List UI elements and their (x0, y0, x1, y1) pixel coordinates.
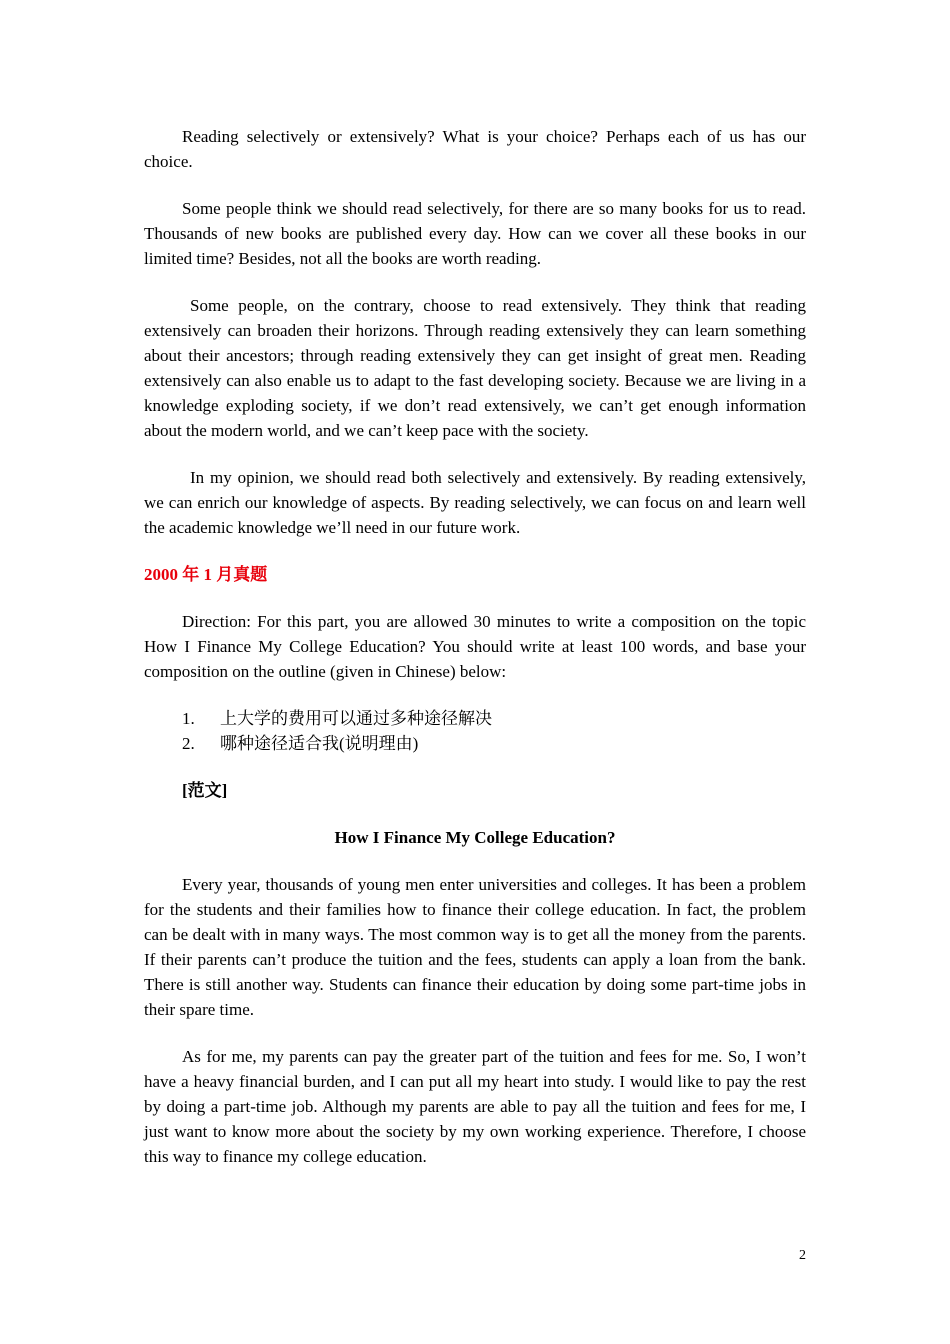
list-item (182, 706, 806, 731)
paragraph-intro: Reading selectively or extensively? What is your choice? Perhaps each of us has our choice. (144, 127, 806, 171)
paragraph-opinion: In my opinion, we should read both selectively and extensively. By reading extensively, we can enrich our knowledge of aspects. By reading selectively, we can focus on and learn well the academic knowledge we’ll need in our future work. (144, 468, 806, 537)
essay-title: How I Finance My College Education? (334, 828, 616, 847)
direction-paragraph: Direction: For this part, you are allowed 30 minutes to write a composition on the topic How I Finance My College Education? You should write at least 100 words, and base your composition on the outline (given in Chinese) below: (144, 612, 806, 681)
list-item-text: 哪种途径适合我(说明理由) (220, 734, 419, 753)
document-page (144, 124, 806, 1191)
essay-paragraph: As for me, my parents can pay the greater part of the tuition and fees for me. So, I won’t have a heavy financial burden, and I can put all my heart into study. I would like to pay the rest by doing a part-time job. Although my parents are able to pay all the tuition and fees for me, I just want to know more about the society by my own working experience. Therefore, I choose this way to finance my college education. (144, 1047, 806, 1166)
outline-list (144, 706, 806, 756)
section-heading: 2000 年 1 月真题 (144, 565, 268, 584)
page-number: 2 (799, 1248, 806, 1263)
list-item-number: 2. (182, 734, 195, 753)
paragraph-extensive: Some people, on the contrary, choose to read extensively. They think that reading extensively can broaden their horizons. Through reading extensively they can learn something about their ancestors; through reading extensively they can get insight of great men. Reading extensively can also enable us to adapt to the fast developing society. Because we are living in a knowledge exploding society, if we don’t read extensively, we can’t get enough information about the modern world, and we can’t keep pace with the society. (144, 296, 806, 440)
list-item (182, 731, 806, 756)
paragraph-selective: Some people think we should read selectively, for there are so many books for us to read. Thousands of new books are published every day. How can we cover all these books in our limited time? Besides, not all the books are worth reading. (144, 199, 806, 268)
sample-label: [范文] (182, 781, 228, 800)
list-item-number: 1. (182, 709, 195, 728)
list-item-text: 上大学的费用可以通过多种途径解决 (220, 709, 492, 728)
essay-paragraph: Every year, thousands of young men enter universities and colleges. It has been a problem for the students and their families how to finance their college education. In fact, the problem can be dealt with in many ways. The most common way is to get all the money from the parents. If their parents can’t produce the tuition and the fees, students can apply a loan from the bank. There is still another way. Students can finance their education by doing some part-time jobs in their spare time. (144, 875, 806, 1019)
